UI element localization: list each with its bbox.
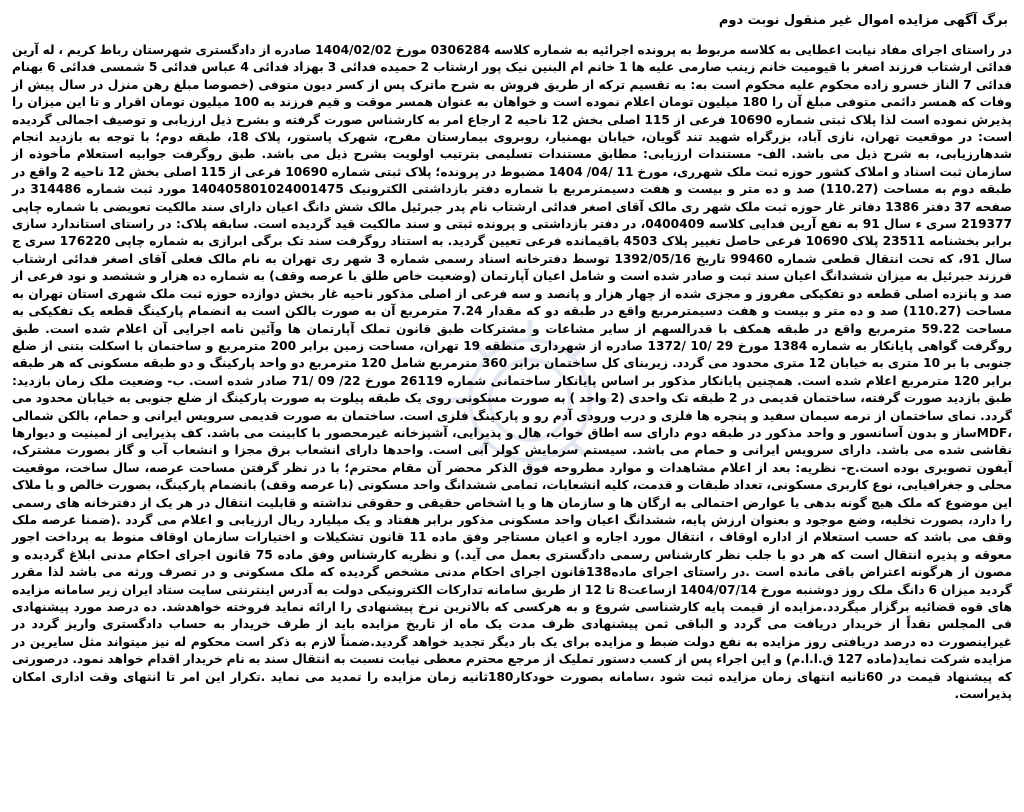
- notice-body: در راستای اجرای مفاد نیابت اعطایی به کلاسه مربوط به پرونده اجرائیه به شماره کلاسه 0306284 مورخ 1404/02/02 صادره از دادگستری شهرستان رباط کریم ، له آرین فدائی ارشتاب فرزند اصغر با قیومیت خانم زینب صارمی علیه ها 1 خانم ام البنین نیک پور ارشتاب 2 حمیده فدائی 3 بهزاد فدائی 4 عباس فدائی 5 شمسی فدائی 6 بهنام فدائی 7 الناز خسرو زاده محکوم علیه محکوم است به: به تقسیم ترکه از طریق فروش به شرح ماترک پس از کسر دیون متوفی (خصوصا مبلغ رهن منزل در سال پیش از وفات که همسر دائمی متوفی مبلغ آن را 180 میلیون تومان اعلام نموده است و خواهان به عنوان همسر موقت و قیم فرزند به 100 میلیون تومان اقرار و تا این میزان را پذیرش نموده است لذا پلاک ثبتی شماره 10690 فرعی از 115 اصلی بخش 12 ناحیه 2 ارجاع امر به کارشناس صورت گرفته و بشرح ذیل ارزیابی و توصیف اجمالی گردیده است: در موقعیت تهران، نازی آباد، بزرگراه شهید تند گویان، خیابان بهمنیار، روبروی بیمارستان مفرح، شهرک پاستور، پلاک 18، طبقه دوم؛ با توجه به بازدید انجام شدهارزیابی، به شرح ذیل می باشد. الف- مستندات ارزیابی: مطابق مستندات تسلیمی بترتیب اولویت بشرح ذیل می باشد. طبق روگرفت جوابیه استعلام مأخوذه از سازمان ثبت اسناد و املاک کشور حوزه ثبت ملک شهرری، مورخ 11 /04/ 1404 مضبوط در پرونده؛ پلاک ثبتی شماره 10690 فرعی از 115 اصلی بخش 12 ناحیه 2 واقع در طبقه دوم به مساحت (110.27) صد و ده متر و بیست و هفت دسیمترمربع با شماره دفتر بازداشتی الکترونیک 140405801024001475 مورد ثبت شماره 314486 در صفحه 37 دفتر 1386 دفاتر غار حوزه ثبت ملک شهر ری مالک آقای اصغر فدائی ارشتاب نام پدر جبرئیل مالک شش دانگ اعیان دارای سند مالکیت تعویضی با شماره چاپی 219377 سری ء سال 91 به نفع آرین فدایی کلاسه 0400409، در دفتر بازداشتی و پرونده ثبتی و سند مالکیت قید گردیده است. سابقه پلاک: در راستای استاندارد سازی برابر بخشنامه 23511 پلاک 10690 فرعی حاصل تغییر پلاک 4503 باقیمانده فرعی تعیین گردید. به استناد روگرفت سند تک برگی ابرازی به شماره چاپی 176220 سری ج سال 91، که تحت انتقال قطعی شماره 99460 تاریخ 1392/05/16 توسط دفترخانه اسناد رسمی شماره 3 شهر ری تهران به نام مالک فعلی آقای اصغر فدائی ارشتاب فرزند جبرئیل به میزان ششدانگ اعیان سند ثبت و صادر شده است و شامل اعیان آپارتمان (وضعیت خاص طلق با عرصه وقف) به شماره ده هزار و ششصد و نود فرعی از صد و پانزده اصلی قطعه دو تفکیکی مفروز و مجزی شده از چهار هزار و پانصد و سه فرعی از اصلی مذکور ناحیه غار بخش دوازده حوزه ثبت ملک شهری استان تهران به مساحت (110.27) صد و ده متر و بیست و هفت دسیمترمربع واقع در طبقه دو که مقدار 7.24 مترمربع آن به صورت بالکن است به انضمام پارکینگ قطعه یک تفکیکی به مساحت 59.22 مترمربع واقع در طبقه همکف با قدرالسهم از سایر مشاعات و مشترکات طبق قانون تملک آپارتمان ها وآئین نامه اجرایی آن اعلام شده است. طبق روگرفت گواهی پایانکار به شماره 1384 مورخ 29 /10 /1372 صادره از شهرداری منطقه 19 تهران، مساحت زمین برابر 200 مترمربع و ساختمان با اسکلت بتنی از ضلع جنوبی با بر 10 متری به خیابان 12 متری محدود می گردد. زیربنای کل ساختمان برابر 360 مترمربع شامل 120 مترمربع دو واحد پارکینگ و دو طبقه مسکونی که هر طبقه برابر 120 مترمربع اعلام شده است. همچنین پایانکار مذکور بر اساس پایانکار ساختمانی شماره 26119 مورخ 22/ 09 /71 صادر شده است. ب- وضعیت ملک زمان بازدید: طبق بازدید صورت گرفته، ساختمان قدیمی در 2 طبقه تک واحدی (2 واحد ) به صورت مسکونی روی یک طبقه پیلوت به صورت پارکینگ از ضلع جنوبی به خیابان محدود می گردد. نمای ساختمان از نرمه سیمان سفید و پنجره ها فلزی و درب ورودی آدم رو و پارکینگ فلزی است. ساختمان به صورت قدیمی سرویس ایرانی و حمام، بالکن شمالی ،MDFساز و بدون آسانسور و واحد مذکور در طبقه دوم دارای سه اطاق خواب، هال و پذیرایی، آشپزخانه غیرمحصور با کابینت می باشد. کف پذیرایی از لمینیت و دیوارها نقاشی شده می باشد. دارای سرویس ایرانی و حمام می باشد. سیستم سرمایش کولر آبی است. واحدها دارای انشعاب برق مجزا و انشعاب آب و گاز بصورت مشترک، آیفون تصویری بوده است.ج- نظریه: بعد از اعلام مشاهدات و موارد مطروحه فوق الذکر محضر آن مقام محترم؛ با در نظر گرفتن مساحت عرصه، سال ساخت، موقعیت محلی و جغرافیایی، نوع کاربری مسکونی، تعداد طبقات و قدمت، کلیه انشعابات، تمامی ششدانگ واحد مسکونی (با عرصه وقف) بانضمام پارکینگ، بصورت خالص و با ملاک این موضوع که ملک هیچ گونه بدهی یا عوارض احتمالی به ارگان ها و سازمان ها و یا اشخاص حقیقی و حقوقی نداشته و قابلیت انتقال در هر یک از دفترخانه های رسمی را دارد، بصورت تخلیه، وضع موجود و بعنوان ارزش پایه، ششدانگ اعیان واحد مسکونی مذکور برابر هفتاد و یک میلیارد ریال ارزیابی و اعلام می گردد .(ضمنا عرصه ملک وقف می باشد که حسب استعلام از اداره اوقاف ، انتقال مورد اجاره و اعیان مستاجر وفق ماده 11 قانون تشکیلات و اختیارات سازمان اوقاف منوط به پرداخت اجور معوقه و پذیره انتقال است که هر دو با جلب نظر کارشناس رسمی دادگستری بعمل می آید.) و نظریه کارشناس وفق ماده 75 قانون اجرای احکام مدنی ابلاغ گردیده و مصون از هرگونه اعتراض باقی مانده است .در راستای اجرای ماده138قانون اجرای احکام مدنی مشخص گردیده که ملک مسکونی و در تصرف ورثه می باشد لذا مقرر گردید میزان 6 دانگ ملک روز دوشنبه مورخ 1404/07/14 ازساعت8 تا 12 از طریق سامانه تدارکات الکترونیکی دولت به آدرس اینترنتی سایت ستاد ایران زیر سامانه مزایده های قوه قضائیه برگزار میگردد.مزایده از قیمت پایه کارشناسی شروع و به هرکسی که بالاترین نرخ پیشنهادی را ارائه نماید فروخته خواهدشد. ده درصد مورد پیشنهادی فی المجلس نقداً از خریدار دریافت می گردد و الباقی ثمن پیشنهادی ظرف مدت یک ماه از تاریخ مزایده باید از طرف خریدار به حساب دادگستری واریز گردد در غیراینصورت ده درصد دریافتی روز مزایده به نفع دولت ضبط و مزایده برای یک بار دیگر تجدید خواهد گردید.ضمناً لازم به ذکر است محکوم له نیز میتواند مثل سایرین در مزایده شرکت نماید(ماده 127 ق.ا.ا.م) و این اجراء پس از کسب دستور تملیک از مرجع محترم معطی نیابت نسبت به انتقال سند به نام خریدار اقدام خواهد نمود. درصورتی که پیشنهاد قیمت در 60ثانیه انتهای زمان مزایده ثبت شود ،سامانه بصورت خودکار180ثانیه زمان مزایده را تمدید می نماید .تکرار این امر تا انتهای وقت اداری امکان پذیراست.: [12, 43, 1013, 702]
- notice-title: برگ آگهی مزایده اموال غیر منقول نوبت دوم: [718, 13, 1008, 28]
- notice-content: [12, 12, 1012, 703]
